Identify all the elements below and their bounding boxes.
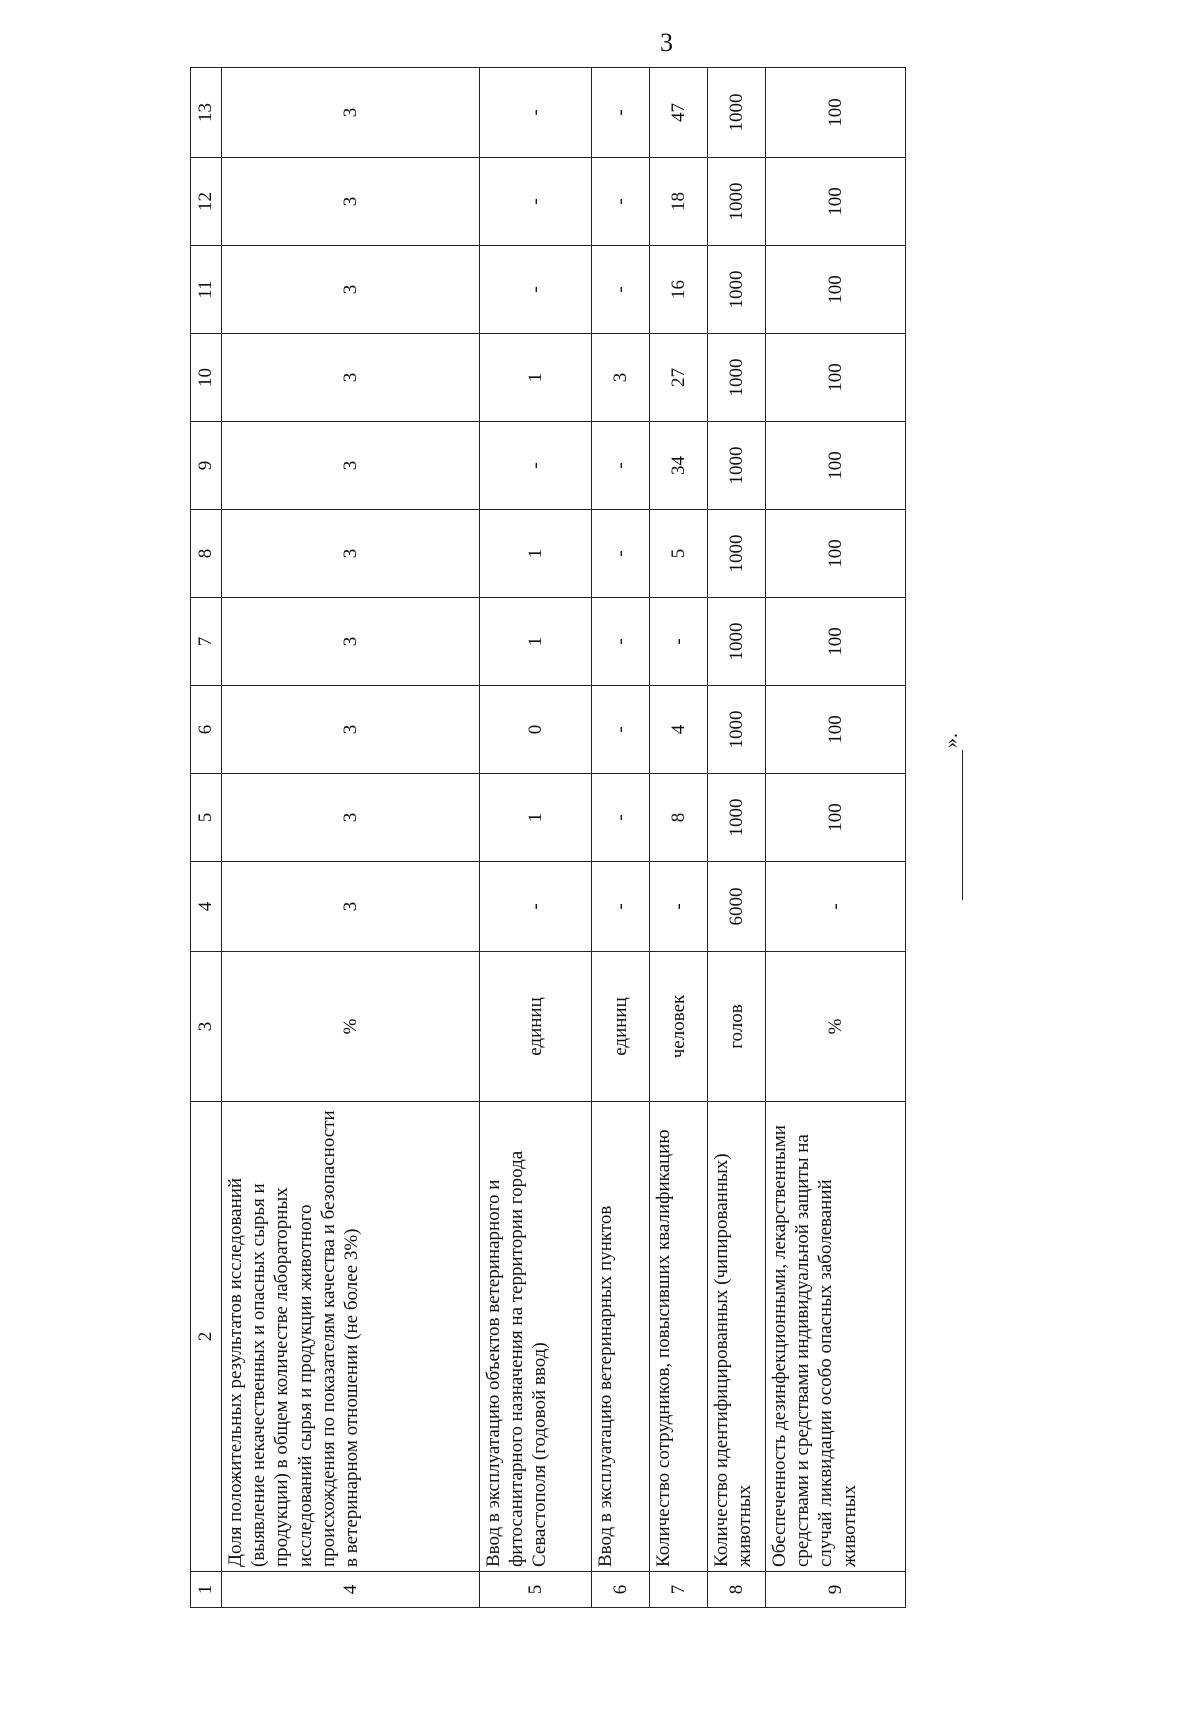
value-cell: -: [592, 68, 650, 158]
table-row: [708, 68, 766, 1608]
closing-line-group: [940, 700, 963, 900]
header-cell: 3: [191, 952, 222, 1102]
value-cell: -: [592, 862, 650, 952]
value-cell: -: [592, 686, 650, 774]
value-cell: 1000: [708, 158, 766, 246]
indicator-name: Доля положительных результатов исследований (выявление некачественных и опасных сырья и продукции) в общем количестве лабораторных исследований сырья и продукции животного происхождения по показателям качества и безопасности в ветеринарном отношении (не более 3%): [222, 1102, 480, 1572]
value-cell: 1000: [708, 774, 766, 862]
value-cell: -: [592, 510, 650, 598]
closing-rule: [944, 750, 963, 900]
value-cell: 100: [766, 68, 906, 158]
closing-quote-mark: ».: [940, 733, 962, 748]
value-cell: -: [650, 598, 708, 686]
indicator-name: Количество сотрудников, повысивших квалификацию: [650, 1102, 708, 1572]
header-cell: 5: [191, 774, 222, 862]
value-cell: 0: [480, 686, 592, 774]
row-number: 9: [766, 1572, 906, 1608]
row-number: 6: [592, 1572, 650, 1608]
value-cell: 3: [222, 510, 480, 598]
value-cell: 1000: [708, 510, 766, 598]
table-row: [480, 68, 592, 1608]
value-cell: 1000: [708, 334, 766, 422]
value-cell: -: [592, 598, 650, 686]
closing-mark-area: [940, 700, 980, 900]
header-cell: 8: [191, 510, 222, 598]
value-cell: 3: [222, 68, 480, 158]
table-row: [592, 68, 650, 1608]
value-cell: 27: [650, 334, 708, 422]
value-cell: 100: [766, 334, 906, 422]
header-cell: 12: [191, 158, 222, 246]
header-cell: 2: [191, 1102, 222, 1572]
table-row: [766, 68, 906, 1608]
header-cell: 6: [191, 686, 222, 774]
value-cell: -: [592, 774, 650, 862]
value-cell: 3: [222, 598, 480, 686]
value-cell: 100: [766, 246, 906, 334]
unit-cell: %: [222, 952, 480, 1102]
value-cell: -: [650, 862, 708, 952]
value-cell: 1000: [708, 246, 766, 334]
value-cell: 6000: [708, 862, 766, 952]
value-cell: 5: [650, 510, 708, 598]
header-cell: 9: [191, 422, 222, 510]
value-cell: 1: [480, 334, 592, 422]
indicator-name: Ввод в эксплуатацию объектов ветеринарного и фитосанитарного назначения на территории города Севастополя (годовой ввод): [480, 1102, 592, 1572]
value-cell: 1000: [708, 422, 766, 510]
row-number: 8: [708, 1572, 766, 1608]
value-cell: 1000: [708, 686, 766, 774]
header-cell: 10: [191, 334, 222, 422]
table-row: [650, 68, 708, 1608]
table-header-row: [191, 68, 222, 1608]
value-cell: 3: [222, 246, 480, 334]
header-cell: 4: [191, 862, 222, 952]
row-number: 7: [650, 1572, 708, 1608]
value-cell: -: [592, 422, 650, 510]
header-cell: 13: [191, 68, 222, 158]
value-cell: 100: [766, 422, 906, 510]
page-number: 3: [660, 28, 673, 57]
unit-cell: единиц: [480, 952, 592, 1102]
value-cell: -: [480, 422, 592, 510]
value-cell: 100: [766, 598, 906, 686]
row-number: 4: [222, 1572, 480, 1608]
value-cell: 3: [592, 334, 650, 422]
header-cell: 7: [191, 598, 222, 686]
value-cell: 3: [222, 158, 480, 246]
row-number: 5: [480, 1572, 592, 1608]
value-cell: 18: [650, 158, 708, 246]
unit-cell: %: [766, 952, 906, 1102]
header-cell: 1: [191, 1572, 222, 1608]
rotated-table-container: [190, 93, 970, 1608]
value-cell: 1000: [708, 68, 766, 158]
value-cell: -: [480, 68, 592, 158]
value-cell: 47: [650, 68, 708, 158]
value-cell: 3: [222, 774, 480, 862]
value-cell: 100: [766, 510, 906, 598]
value-cell: 8: [650, 774, 708, 862]
unit-cell: голов: [708, 952, 766, 1102]
value-cell: 100: [766, 686, 906, 774]
indicator-name: Обеспеченность дезинфекционными, лекарственными средствами и средствами индивидуальной защиты на случай ликвидации особо опасных заболеваний животных: [766, 1102, 906, 1572]
value-cell: 34: [650, 422, 708, 510]
indicator-name: Количество идентифицированных (чипированных) животных: [708, 1102, 766, 1572]
unit-cell: человек: [650, 952, 708, 1102]
indicator-name: Ввод в эксплуатацию ветеринарных пунктов: [592, 1102, 650, 1572]
value-cell: 4: [650, 686, 708, 774]
value-cell: 3: [222, 686, 480, 774]
unit-cell: единиц: [592, 952, 650, 1102]
value-cell: 3: [222, 334, 480, 422]
value-cell: -: [480, 862, 592, 952]
value-cell: 1: [480, 598, 592, 686]
value-cell: 1: [480, 510, 592, 598]
header-cell: 11: [191, 246, 222, 334]
indicators-table: [190, 67, 906, 1608]
rotated-table-area: [190, 93, 970, 1608]
value-cell: -: [592, 158, 650, 246]
value-cell: -: [766, 862, 906, 952]
value-cell: 100: [766, 158, 906, 246]
value-cell: 1000: [708, 598, 766, 686]
value-cell: -: [480, 158, 592, 246]
value-cell: 3: [222, 862, 480, 952]
value-cell: 16: [650, 246, 708, 334]
table-row: [222, 68, 480, 1608]
value-cell: 100: [766, 774, 906, 862]
value-cell: 1: [480, 774, 592, 862]
value-cell: -: [480, 246, 592, 334]
value-cell: -: [592, 246, 650, 334]
value-cell: 3: [222, 422, 480, 510]
